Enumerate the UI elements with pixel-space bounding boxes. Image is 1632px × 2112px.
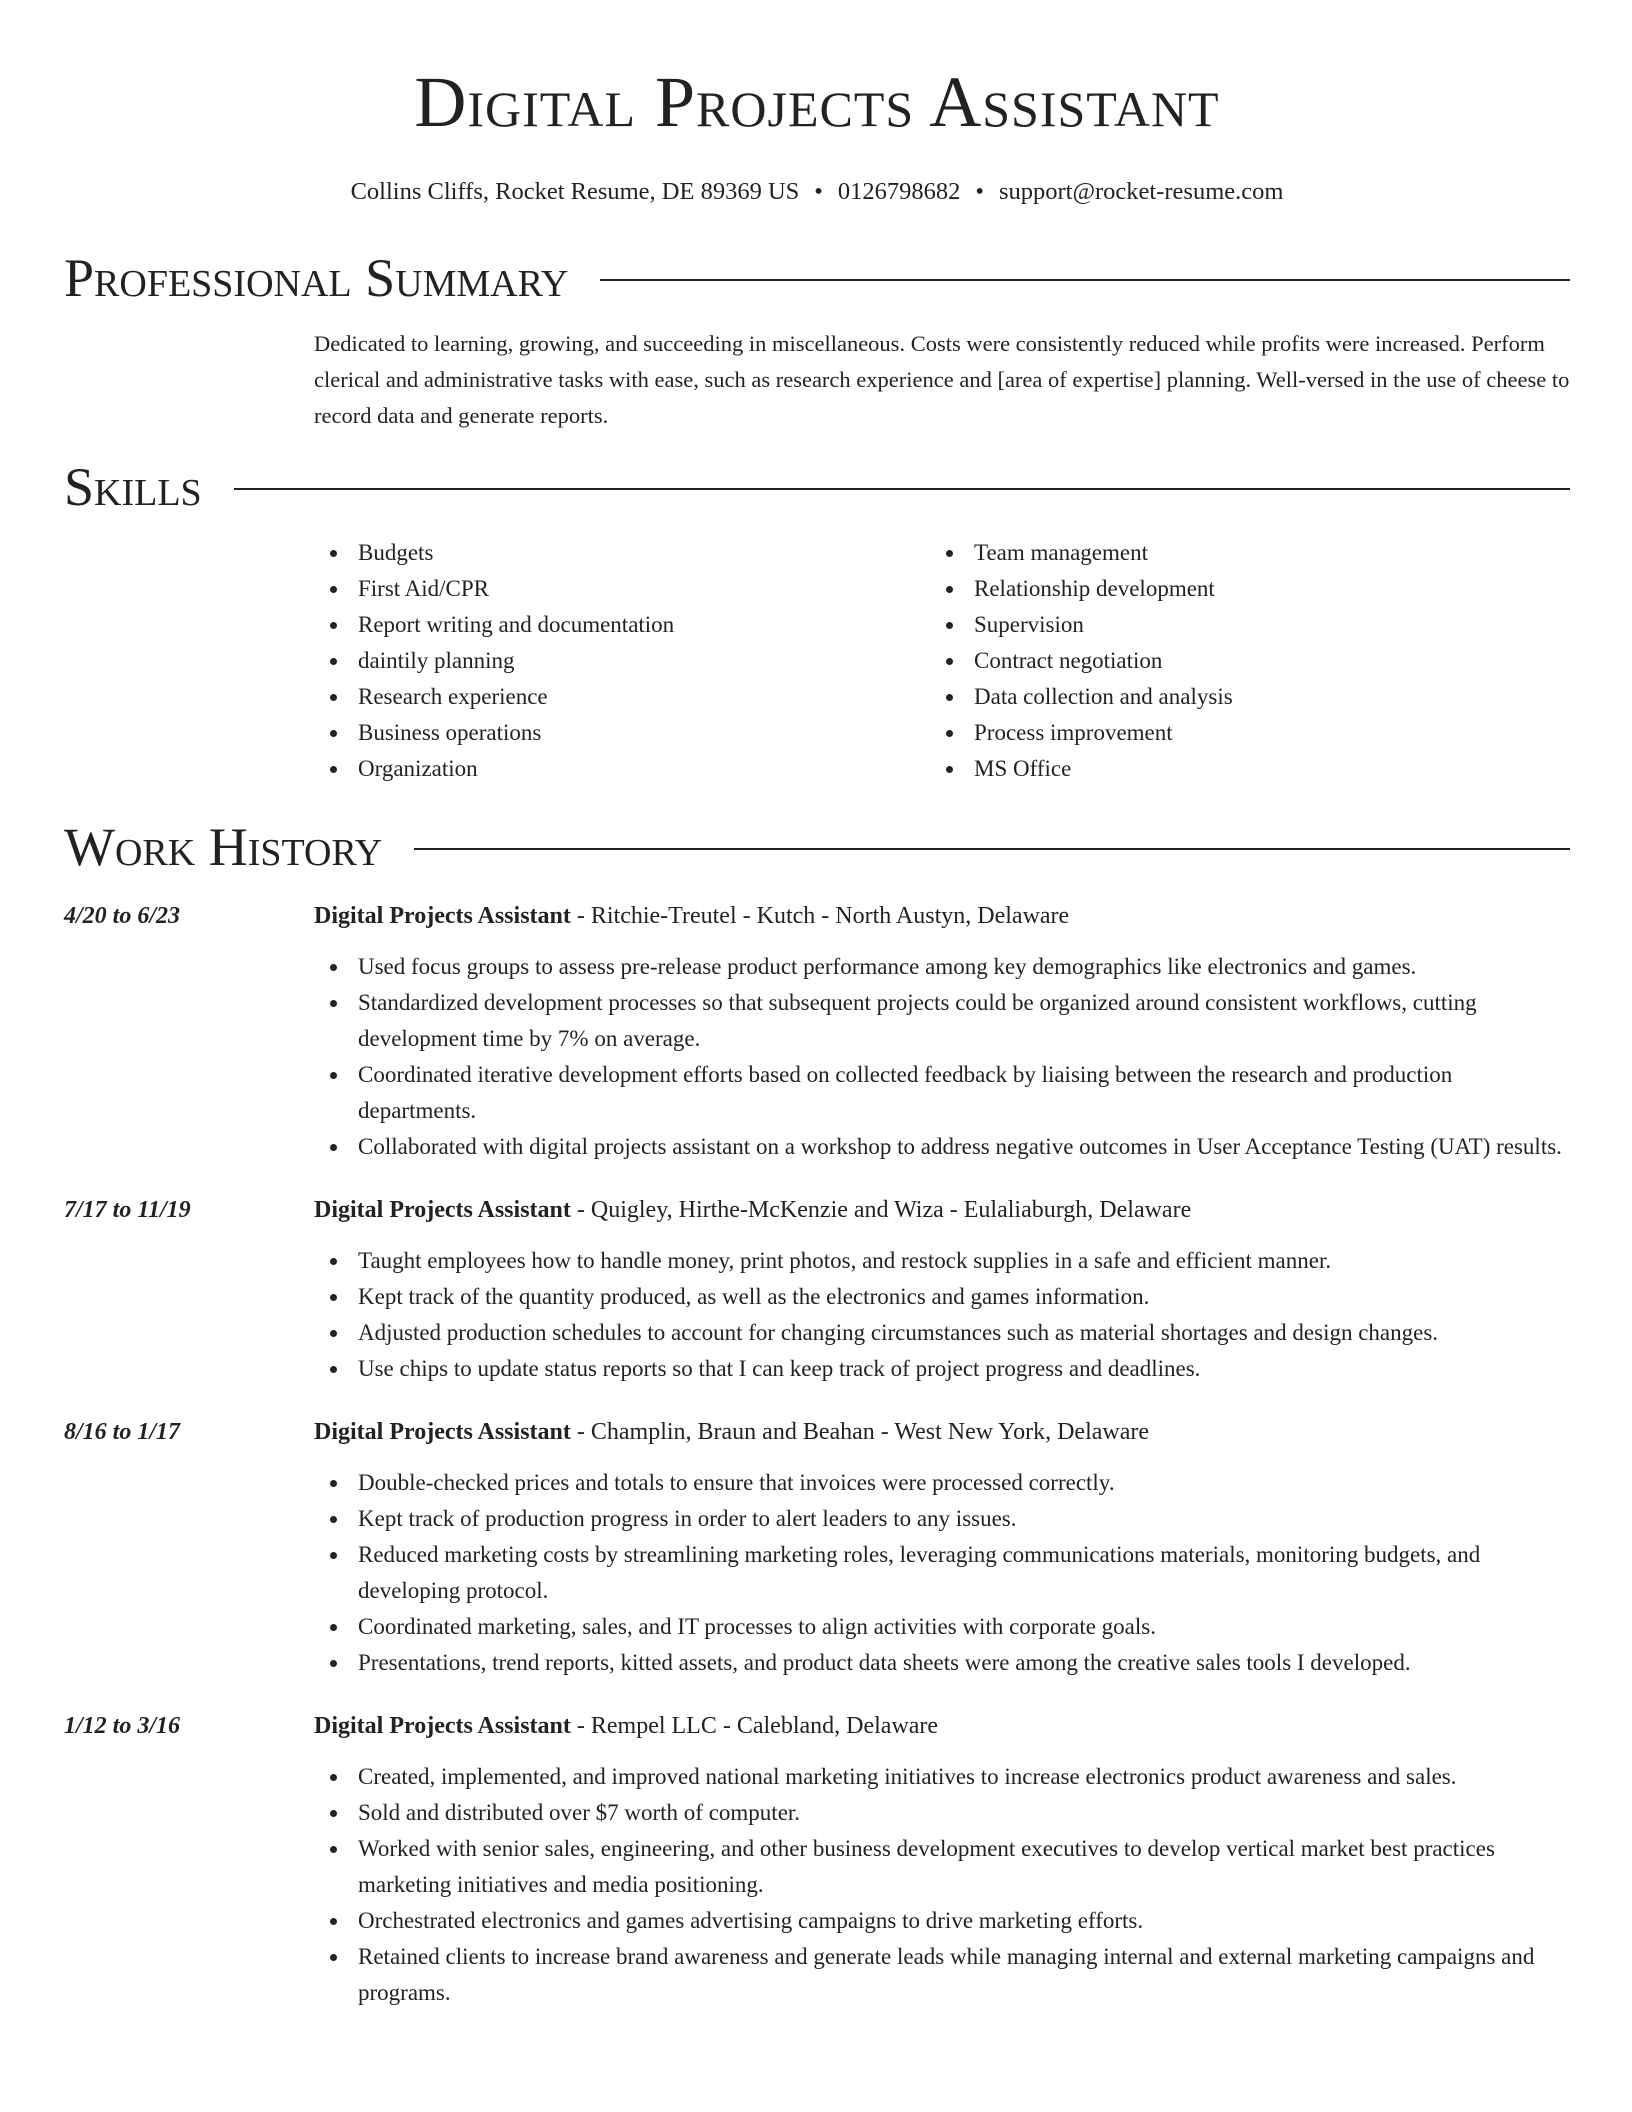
skill-item: Budgets xyxy=(314,535,930,571)
job-bullets xyxy=(314,1759,1570,2011)
job-header xyxy=(64,1415,1570,1449)
section-divider xyxy=(600,279,1570,281)
job-bullets xyxy=(314,1243,1570,1387)
job-bullet: Sold and distributed over $7 worth of computer. xyxy=(314,1795,1570,1831)
work-header xyxy=(64,817,1570,877)
job-company: - Champlin, Braun and Beahan - West New York, Delaware xyxy=(570,1418,1150,1445)
skill-item: First Aid/CPR xyxy=(314,571,930,607)
job-bullet: Coordinated marketing, sales, and IT processes to align activities with corporate goals. xyxy=(314,1609,1570,1645)
skill-item: Organization xyxy=(314,751,930,787)
job-bullet: Orchestrated electronics and games advertising campaigns to drive marketing efforts. xyxy=(314,1903,1570,1939)
job-bullet: Coordinated iterative development efforts based on collected feedback by liaising between the research and production departments. xyxy=(314,1057,1570,1129)
job-info xyxy=(314,1193,1191,1227)
job-bullet: Double-checked prices and totals to ensure that invoices were processed correctly. xyxy=(314,1465,1570,1501)
job-dates: 7/17 to 11/19 xyxy=(64,1196,191,1223)
job-company: - Ritchie-Treutel - Kutch - North Austyn, Delaware xyxy=(570,902,1070,929)
job-entry xyxy=(64,1415,1570,1681)
skills-section xyxy=(64,457,1570,787)
job-header xyxy=(64,899,1570,933)
skill-item: Research experience xyxy=(314,679,930,715)
job-bullet: Taught employees how to handle money, print photos, and restock supplies in a safe and efficient manner. xyxy=(314,1243,1570,1279)
job-info xyxy=(314,1415,1149,1449)
summary-section xyxy=(64,248,1570,434)
job-bullet: Collaborated with digital projects assistant on a workshop to address negative outcomes in User Acceptance Testing (UAT) results. xyxy=(314,1129,1570,1165)
job-info xyxy=(314,899,1069,933)
skills-heading: Skills xyxy=(64,456,202,517)
candidate-name: Digital Projects Assistant xyxy=(414,62,1220,142)
job-bullet: Retained clients to increase brand awareness and generate leads while managing internal and external marketing campaigns and programs. xyxy=(314,1939,1570,2011)
work-section xyxy=(64,817,1570,2011)
job-bullet: Standardized development processes so that subsequent projects could be organized around consistent workflows, cutting development time by 7% on average. xyxy=(314,985,1570,1057)
job-title: Digital Projects Assistant xyxy=(314,1712,571,1739)
skill-item: Data collection and analysis xyxy=(930,679,1546,715)
skill-item: Contract negotiation xyxy=(930,643,1546,679)
section-divider xyxy=(414,848,1570,850)
job-dates: 1/12 to 3/16 xyxy=(64,1712,181,1739)
job-bullet: Presentations, trend reports, kitted assets, and product data sheets were among the creative sales tools I developed. xyxy=(314,1645,1570,1681)
skill-item: MS Office xyxy=(930,751,1546,787)
summary-heading: Professional Summary xyxy=(64,248,569,308)
job-bullet: Kept track of production progress in order to alert leaders to any issues. xyxy=(314,1501,1570,1537)
skill-item: daintily planning xyxy=(314,643,930,679)
skills-columns xyxy=(314,535,1570,787)
job-dates: 4/20 to 6/23 xyxy=(64,902,181,929)
contact-separator: • xyxy=(975,178,984,205)
skill-item: Business operations xyxy=(314,715,930,751)
contact-line xyxy=(64,176,1570,208)
job-info xyxy=(314,1709,938,1743)
job-company: - Rempel LLC - Calebland, Delaware xyxy=(570,1712,939,1739)
job-entry xyxy=(64,1193,1570,1387)
job-bullet: Kept track of the quantity produced, as well as the electronics and games information. xyxy=(314,1279,1570,1315)
job-entry xyxy=(64,899,1570,1165)
job-entry xyxy=(64,1709,1570,2011)
job-title: Digital Projects Assistant xyxy=(314,1418,571,1445)
skill-item: Process improvement xyxy=(930,715,1546,751)
contact-separator: • xyxy=(814,178,823,205)
skills-header xyxy=(64,457,1570,517)
summary-header xyxy=(64,248,1570,308)
job-company: - Quigley, Hirthe-McKenzie and Wiza - Eulaliaburgh, Delaware xyxy=(570,1196,1192,1223)
section-divider xyxy=(234,488,1570,490)
job-bullet: Worked with senior sales, engineering, and other business development executives to develop vertical market best practices marketing initiatives and media positioning. xyxy=(314,1831,1570,1903)
job-bullet: Created, implemented, and improved national marketing initiatives to increase electronics product awareness and sales. xyxy=(314,1759,1570,1795)
job-header xyxy=(64,1709,1570,1743)
skill-item: Supervision xyxy=(930,607,1546,643)
job-bullet: Use chips to update status reports so that I can keep track of project progress and deadlines. xyxy=(314,1351,1570,1387)
work-heading: Work History xyxy=(64,816,383,877)
job-dates: 8/16 to 1/17 xyxy=(64,1418,181,1445)
skill-item: Team management xyxy=(930,535,1546,571)
job-header xyxy=(64,1193,1570,1227)
skills-list-left xyxy=(314,535,930,787)
job-title: Digital Projects Assistant xyxy=(314,902,571,929)
job-bullet: Used focus groups to assess pre-release product performance among key demographics like electronics and games. xyxy=(314,949,1570,985)
skill-item: Relationship development xyxy=(930,571,1546,607)
job-bullets xyxy=(314,1465,1570,1681)
job-bullet: Reduced marketing costs by streamlining marketing roles, leveraging communications materials, monitoring budgets, and developing protocol. xyxy=(314,1537,1570,1609)
contact-phone: 0126798682 xyxy=(837,178,961,205)
contact-email: support@rocket-resume.com xyxy=(998,178,1284,205)
skill-item: Report writing and documentation xyxy=(314,607,930,643)
job-title: Digital Projects Assistant xyxy=(314,1196,571,1223)
contact-address: Collins Cliffs, Rocket Resume, DE 89369 US xyxy=(350,178,800,205)
job-bullets xyxy=(314,949,1570,1165)
skills-list-right xyxy=(930,535,1546,787)
summary-text: Dedicated to learning, growing, and succeeding in miscellaneous. Costs were consistently reduced while profits were increased. Perform clerical and administrative tasks with ease, such as research experience and [area of expertise] planning. Well-versed in the use of cheese to record data and generate reports. xyxy=(314,331,1570,428)
job-list xyxy=(64,899,1570,2011)
job-bullet: Adjusted production schedules to account for changing circumstances such as material shortages and design changes. xyxy=(314,1315,1570,1351)
